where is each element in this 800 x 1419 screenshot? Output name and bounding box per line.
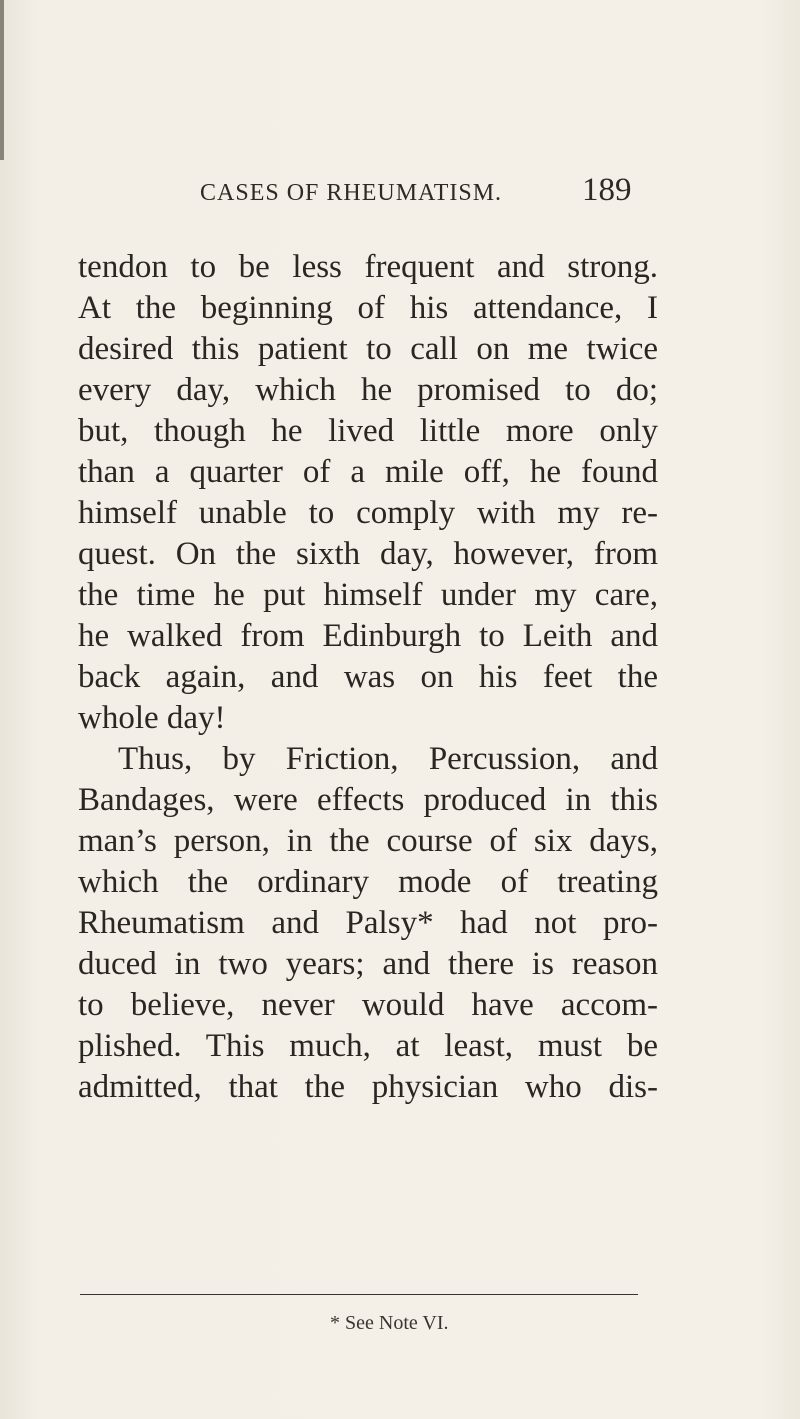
page-number: 189 (582, 172, 632, 208)
running-header-title: CASES OF RHEUMATISM. (200, 180, 503, 206)
text-line: which the ordinary mode of treating (78, 864, 658, 900)
text-line: At the beginning of his attendance, I (78, 290, 658, 326)
text-line: Bandages, were effects produced in this (78, 782, 658, 818)
text-line: back again, and was on his feet the (78, 659, 658, 695)
text-line: quest. On the sixth day, however, from (78, 536, 658, 572)
text-line: desired this patient to call on me twice (78, 331, 658, 367)
text-line: whole day! (78, 700, 226, 736)
text-line: tendon to be less frequent and strong. (78, 249, 658, 285)
footnote-rule (80, 1294, 638, 1295)
text-line: every day, which he promised to do; (78, 372, 658, 408)
page-edge-shadow (0, 0, 4, 160)
text-line: himself unable to comply with my re- (78, 495, 658, 531)
body-text (78, 247, 658, 1108)
text-line: plished. This much, at least, must be (78, 1028, 658, 1064)
text-line: man’s person, in the course of six days, (78, 823, 658, 859)
text-line: the time he put himself under my care, (78, 577, 658, 613)
text-line: but, though he lived little more only (78, 413, 658, 449)
text-line: Rheumatism and Palsy* had not pro- (78, 905, 658, 941)
text-line: than a quarter of a mile off, he found (78, 454, 658, 490)
text-line: Thus, by Friction, Percussion, and (118, 741, 658, 777)
text-line: duced in two years; and there is reason (78, 946, 658, 982)
footnote: * See Note VI. (330, 1312, 449, 1334)
text-line: to believe, never would have accom- (78, 987, 658, 1023)
text-line: he walked from Edinburgh to Leith and (78, 618, 658, 654)
text-line: admitted, that the physician who dis- (78, 1069, 658, 1105)
